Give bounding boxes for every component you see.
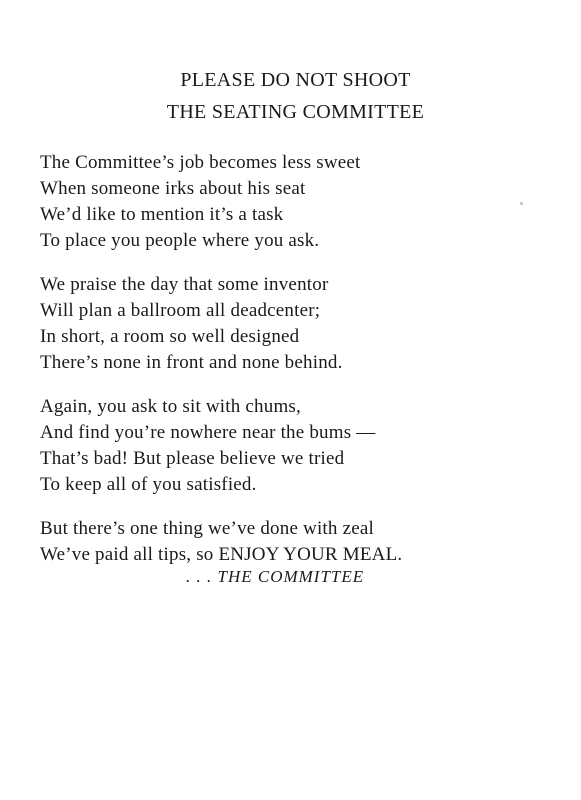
stanza-4 [40,516,560,568]
verse-line: The Committee’s job becomes less sweet [40,152,361,173]
poem-title [0,64,581,128]
verse-line: To place you people where you ask. [40,230,320,251]
verse-line: But there’s one thing we’ve done with zeal [40,518,374,539]
verse-line: Again, you ask to sit with chums, [40,396,301,417]
stanza-1 [40,150,560,254]
stanza-2 [40,272,560,376]
verse-line: And find you’re nowhere near the bums — [40,422,376,443]
paper-speck [520,202,523,205]
committee-signature: . . . THE COMMITTEE [186,567,365,586]
verse-line: We praise the day that some inventor [40,274,329,295]
verse-line: There’s none in front and none behind. [40,352,343,373]
title-line-1: PLEASE DO NOT SHOOT [180,69,411,91]
title-line-2: THE SEATING COMMITTEE [166,101,425,123]
verse-line: We’d like to mention it’s a task [40,204,284,225]
poem-body [40,150,560,586]
verse-line: To keep all of you satisfied. [40,474,257,495]
verse-line: Will plan a ballroom all deadcenter; [40,300,321,321]
verse-line: We’ve paid all tips, so ENJOY YOUR MEAL. [40,544,403,565]
verse-line: In short, a room so well designed [40,326,300,347]
verse-line: When someone irks about his seat [40,178,306,199]
stanza-3 [40,394,560,498]
verse-line: That’s bad! But please believe we tried [40,448,345,469]
